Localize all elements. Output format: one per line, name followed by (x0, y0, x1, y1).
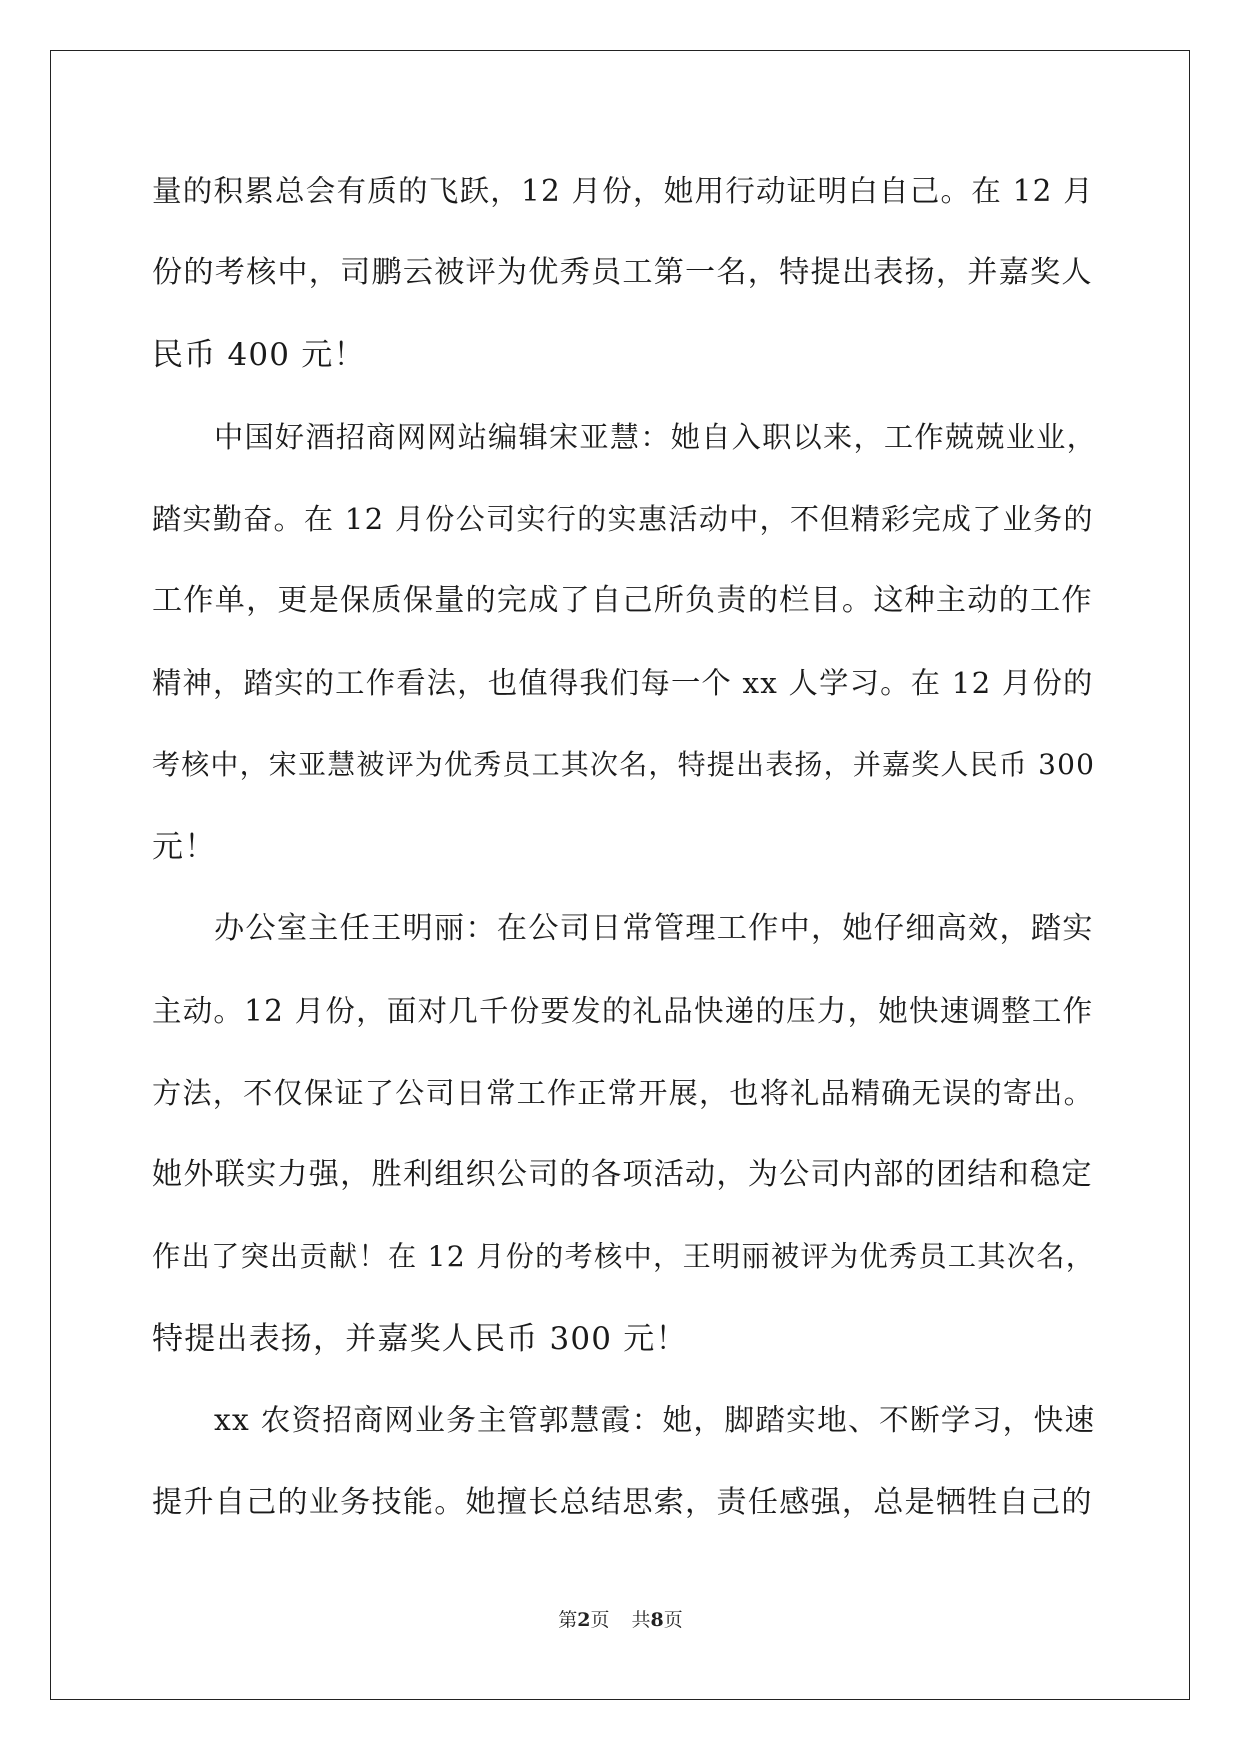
text-line: 特提出表扬，并嘉奖人民币 300 元！ (152, 1321, 688, 1357)
text-line: 份的考核中，司鹏云被评为优秀员工第一名，特提出表扬，并嘉奖人 (152, 255, 1093, 290)
text-line: 中国好酒招商网网站编辑宋亚慧：她自入职以来，工作兢兢业业， (214, 420, 1098, 454)
page-prefix: 第 (558, 1609, 578, 1631)
text-line: 方法，不仅保证了公司日常工作正常开展，也将礼品精确无误的寄出。 (152, 1076, 1095, 1110)
text-line: 作出了突出贡献！在 12 月份的考核中，王明丽被评为优秀员工其次名， (152, 1240, 1096, 1273)
text-line: 工作单，更是保质保量的完成了自己所负责的栏目。这种主动的工作 (152, 583, 1093, 618)
text-line: 量的积累总会有质的飞跃，12 月份，她用行动证明白自己。在 12 月 (152, 174, 1094, 208)
page-footer (0, 1605, 1241, 1632)
text-line: xx 农资招商网业务主管郭慧霞：她，脚踏实地、不断学习，快速 (214, 1403, 1096, 1438)
document-body (152, 158, 1098, 1552)
total-suffix: 页 (663, 1609, 683, 1631)
text-line: 提升自己的业务技能。她擅长总结思索，责任感强，总是牺牲自己的 (152, 1485, 1093, 1520)
text-line: 踏实勤奋。在 12 月份公司实行的实惠活动中，不但精彩完成了业务的 (152, 502, 1094, 536)
text-line: 精神，踏实的工作看法，也值得我们每一个 xx 人学习。在 12 月份的 (152, 666, 1094, 700)
text-line: 办公室主任王明丽：在公司日常管理工作中，她仔细高效，踏实 (214, 911, 1094, 946)
text-line: 主动。12 月份，面对几千份要发的礼品快递的压力，她快速调整工作 (152, 994, 1094, 1028)
page-number: 2 (577, 1609, 591, 1631)
text-line: 民币 400 元！ (152, 337, 366, 373)
total-prefix: 共 (631, 1609, 651, 1631)
text-line: 考核中，宋亚慧被评为优秀员工其次名，特提出表扬，并嘉奖人民币 300 (152, 748, 1096, 781)
total-pages: 8 (650, 1609, 664, 1631)
page-suffix: 页 (590, 1609, 610, 1631)
text-line: 元！ (152, 829, 217, 865)
text-line: 她外联实力强，胜利组织公司的各项活动，为公司内部的团结和稳定 (152, 1157, 1093, 1192)
